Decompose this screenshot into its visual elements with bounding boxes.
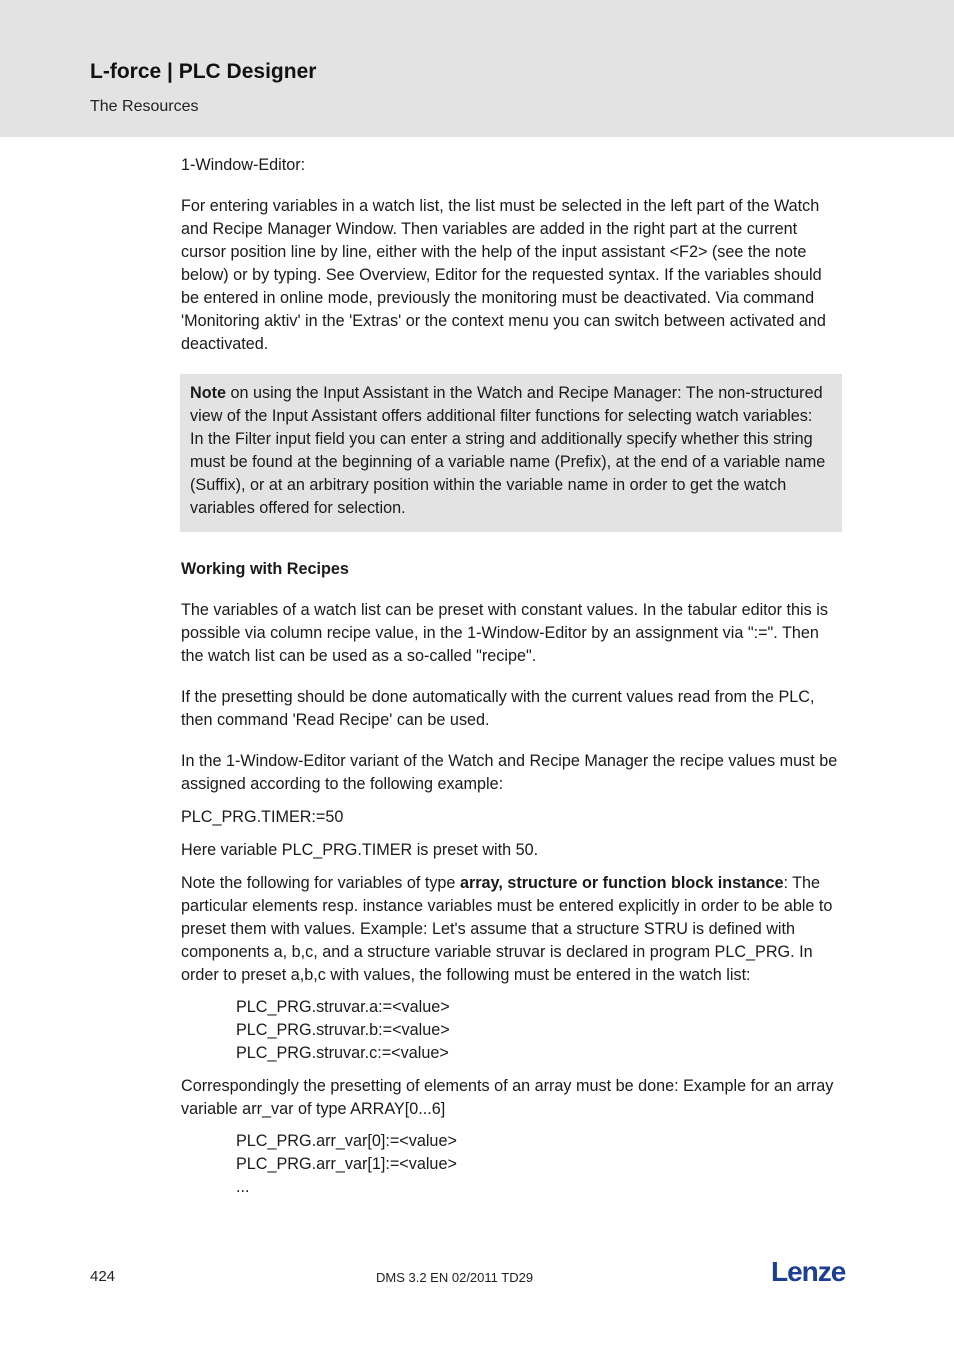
code-line: PLC_PRG.arr_var[1]:=<value>: [236, 1155, 457, 1173]
page-content: [181, 154, 843, 1199]
document-reference: DMS 3.2 EN 02/2011 TD29: [376, 1270, 534, 1285]
code-line: PLC_PRG.struvar.b:=<value>: [236, 1021, 450, 1039]
code-line: PLC_PRG.struvar.c:=<value>: [236, 1044, 449, 1062]
lenze-logo: Lenze: [771, 1256, 846, 1287]
note-text: on using the Input Assistant in the Watch and Recipe Manager: The non-structured view of the Input Assistant offers additional filter functions for selecting watch variables: In the Filter input field you can enter a string and additionally specify whether this string must be found at the beginning of a variable name (Prefix), at the end of a variable name (Suffix), or at an arbitrary position within the variable name in order to get the watch variables offered for selection.: [190, 384, 826, 517]
code-line: ...: [236, 1178, 250, 1196]
code-block-array: [236, 1130, 843, 1199]
code-line: PLC_PRG.arr_var[0]:=<value>: [236, 1132, 457, 1150]
document-title: L-force | PLC Designer: [90, 60, 317, 83]
paragraph: Correspondingly the presetting of elements of an array must be done: Example for an array variable arr_var of type ARRAY[0...6]: [181, 1077, 834, 1118]
note-label: Note: [190, 384, 226, 402]
paragraph: [181, 872, 843, 987]
note-box: [180, 374, 842, 532]
paragraph: Here variable PLC_PRG.TIMER is preset with 50.: [181, 841, 539, 859]
paragraph: If the presetting should be done automatically with the current values read from the PLC, then command 'Read Recipe' can be used.: [181, 688, 815, 729]
section-heading: Working with Recipes: [181, 560, 349, 578]
page-number: 424: [90, 1268, 116, 1285]
code-line: PLC_PRG.TIMER:=50: [181, 808, 344, 826]
text-run: : The particular elements resp. instance variables must be entered explicitly in order to be able to preset them with values. Example: Let's assume that a structure STRU is defined with components a, b,c, and a structure variable struvar is declared in program PLC_PRG. In order to preset a,b,c with values, the following must be entered in the watch list:: [181, 874, 833, 984]
text-run: Note the following for variables of type: [181, 874, 460, 892]
paragraph: In the 1-Window-Editor variant of the Watch and Recipe Manager the recipe values must be assigned according to the following example:: [181, 752, 838, 793]
paragraph: For entering variables in a watch list, the list must be selected in the left part of the Watch and Recipe Manager Window. Then variables are added in the right part at the current cursor position line by line, either with the help of the input assistant <F2> (see the note below) or by typing. See Overview, Editor for the requested syntax. If the variables should be entered in online mode, previously the monitoring must be deactivated. Via command 'Monitoring aktiv' in the 'Extras' or the context menu you can switch between activated and deactivated.: [181, 197, 826, 353]
code-block-struct: [236, 996, 843, 1065]
code-line: PLC_PRG.struvar.a:=<value>: [236, 998, 450, 1016]
section-subtitle: The Resources: [90, 98, 199, 115]
bold-term: array, structure or function block instance: [459, 874, 784, 892]
page-header: [0, 0, 954, 137]
paragraph: 1-Window-Editor:: [181, 156, 306, 174]
paragraph: The variables of a watch list can be preset with constant values. In the tabular editor this is possible via column recipe value, in the 1-Window-Editor by an assignment via ":=". Then the watch list can be used as a so-called "recipe".: [181, 601, 828, 665]
